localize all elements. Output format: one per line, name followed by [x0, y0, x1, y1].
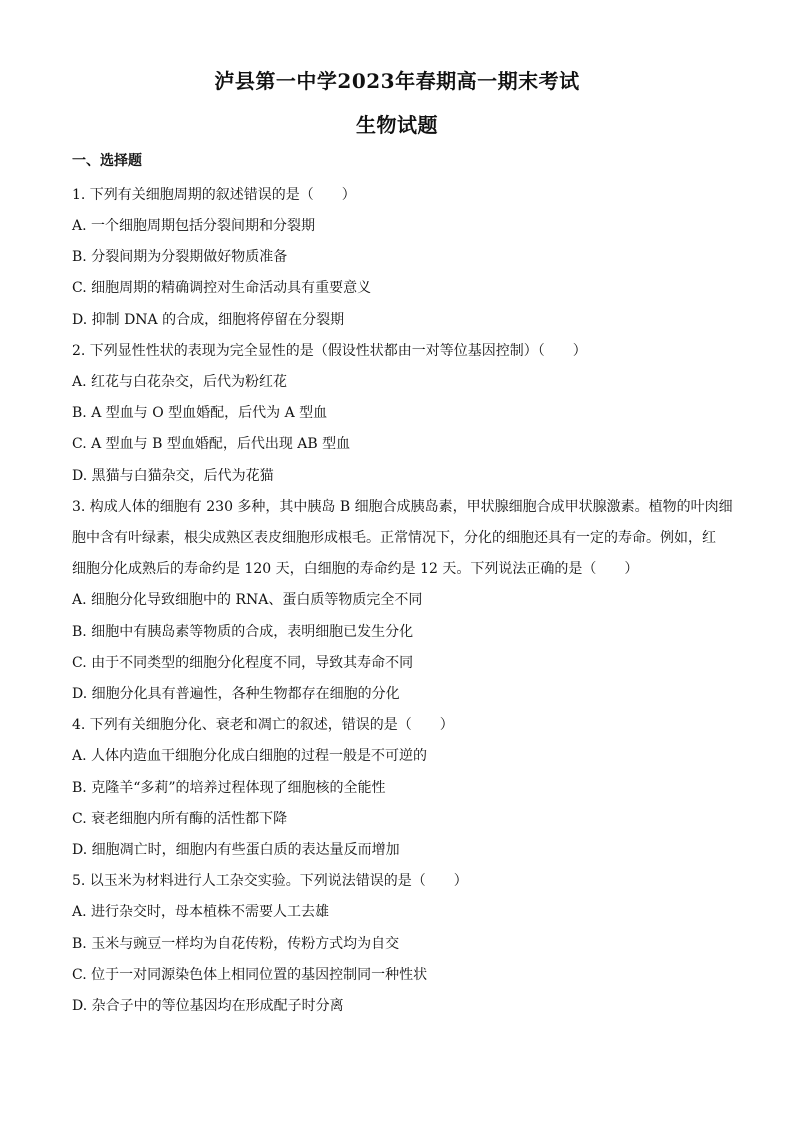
question-1-option-b: B. 分裂间期为分裂期做好物质准备 [72, 249, 288, 265]
question-4-option-d: D. 细胞凋亡时，细胞内有些蛋白质的表达量反而增加 [72, 842, 400, 858]
question-5-stem: 5. 以玉米为材料进行人工杂交实验。下列说法错误的是（ ） [72, 873, 468, 889]
question-1-option-d: D. 抑制 DNA 的合成，细胞将停留在分裂期 [72, 312, 345, 328]
question-1-option-a: A. 一个细胞周期包括分裂间期和分裂期 [72, 218, 316, 234]
question-3-stem-line-1: 3. 构成人体的细胞有 230 多种，其中胰岛 B 细胞合成胰岛素，甲状腺细胞合成甲状腺激素。植物的叶肉细 [72, 499, 733, 515]
question-4-stem: 4. 下列有关细胞分化、衰老和凋亡的叙述，错误的是（ ） [72, 717, 454, 733]
question-2-option-c: C. A 型血与 B 型血婚配，后代出现 AB 型血 [72, 436, 351, 452]
question-2-option-d: D. 黑猫与白猫杂交，后代为花猫 [72, 468, 274, 484]
question-2-option-a: A. 红花与白花杂交，后代为粉红花 [72, 374, 288, 390]
question-5-option-b: B. 玉米与豌豆一样均为自花传粉，传粉方式均为自交 [72, 936, 400, 952]
question-5-option-c: C. 位于一对同源染色体上相同位置的基因控制同一种性状 [72, 967, 428, 983]
question-4-option-c: C. 衰老细胞内所有酶的活性都下降 [72, 811, 288, 827]
question-5-option-d: D. 杂合子中的等位基因均在形成配子时分离 [72, 998, 344, 1014]
exam-title: 泸县第一中学2023年春期高一期末考试 [214, 69, 580, 93]
question-3-stem-line-3: 细胞分化成熟后的寿命约是 120 天，白细胞的寿命约是 12 天。下列说法正确的是（ ） [72, 561, 639, 577]
question-2-stem: 2. 下列显性性状的表现为完全显性的是（假设性状都由一对等位基因控制）（ ） [72, 343, 587, 359]
question-2-option-b: B. A 型血与 O 型血婚配，后代为 A 型血 [72, 405, 328, 421]
question-4-option-b: B. 克隆羊“多莉”的培养过程体现了细胞核的全能性 [72, 780, 386, 796]
question-1-option-c: C. 细胞周期的精确调控对生命活动具有重要意义 [72, 280, 372, 296]
question-3-option-a: A. 细胞分化导致细胞中的 RNA、蛋白质等物质完全不同 [72, 592, 423, 608]
section-heading: 一、选择题 [72, 153, 142, 169]
question-4-option-a: A. 人体内造血干细胞分化成白细胞的过程一般是不可逆的 [72, 748, 428, 764]
question-3-option-b: B. 细胞中有胰岛素等物质的合成，表明细胞已发生分化 [72, 624, 414, 640]
question-3-option-d: D. 细胞分化具有普遍性，各种生物都存在细胞的分化 [72, 686, 400, 702]
question-1-stem: 1. 下列有关细胞周期的叙述错误的是（ ） [72, 187, 356, 203]
question-3-stem-line-2: 胞中含有叶绿素，根尖成熟区表皮细胞形成根毛。正常情况下，分化的细胞还具有一定的寿命。例如，红 [72, 530, 716, 546]
exam-subject-title: 生物试题 [356, 113, 438, 137]
question-5-option-a: A. 进行杂交时，母本植株不需要人工去雄 [72, 904, 330, 920]
question-3-option-c: C. 由于不同类型的细胞分化程度不同，导致其寿命不同 [72, 655, 414, 671]
